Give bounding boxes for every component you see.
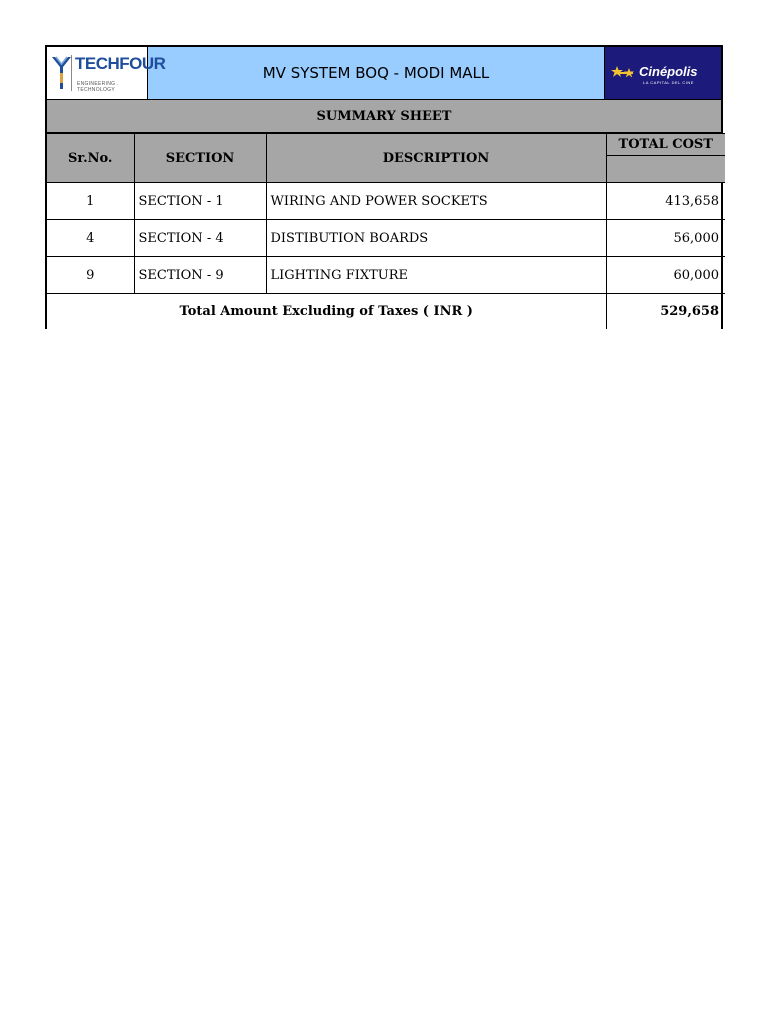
cinepolis-logo (605, 47, 721, 99)
techfour-tagline: ENGINEERING . TECHNOLOGY (77, 81, 119, 93)
cinepolis-name: Cinépolis (639, 64, 698, 79)
cell-sr: 9 (47, 257, 134, 294)
cell-sr: 1 (47, 183, 134, 220)
col-header-sr: Sr.No. (47, 134, 134, 183)
total-value: 529,658 (606, 294, 725, 330)
col-header-description: DESCRIPTION (266, 134, 606, 183)
summary-sheet-title: SUMMARY SHEET (47, 100, 721, 133)
cinepolis-stars-icon (611, 65, 639, 81)
cell-cost: 60,000 (606, 257, 725, 294)
cell-section: SECTION - 4 (134, 220, 266, 257)
cell-description: LIGHTING FIXTURE (266, 257, 606, 294)
boq-table (47, 133, 725, 329)
techfour-logo (47, 47, 166, 99)
cell-sr: 4 (47, 220, 134, 257)
cell-description: DISTIBUTION BOARDS (266, 220, 606, 257)
cell-description: WIRING AND POWER SOCKETS (266, 183, 606, 220)
column-header-row (47, 134, 725, 156)
table-row (47, 257, 725, 294)
page-title: MV SYSTEM BOQ - MODI MALL (148, 47, 605, 99)
cell-section: SECTION - 9 (134, 257, 266, 294)
table-row (47, 220, 725, 257)
techfour-name: TECHFOUR (75, 54, 166, 73)
cinepolis-tagline: LA CAPITAL DEL CINE (643, 80, 694, 85)
col-header-total-cost-blank (606, 156, 725, 183)
cell-cost: 413,658 (606, 183, 725, 220)
cell-section: SECTION - 1 (134, 183, 266, 220)
header-row (47, 47, 721, 100)
col-header-section: SECTION (134, 134, 266, 183)
boq-summary-sheet (45, 45, 723, 329)
total-label: Total Amount Excluding of Taxes ( INR ) (47, 294, 606, 330)
total-row (47, 294, 725, 330)
table-row (47, 183, 725, 220)
cell-cost: 56,000 (606, 220, 725, 257)
col-header-total-cost: TOTAL COST (606, 134, 725, 156)
logo-divider (71, 55, 72, 91)
